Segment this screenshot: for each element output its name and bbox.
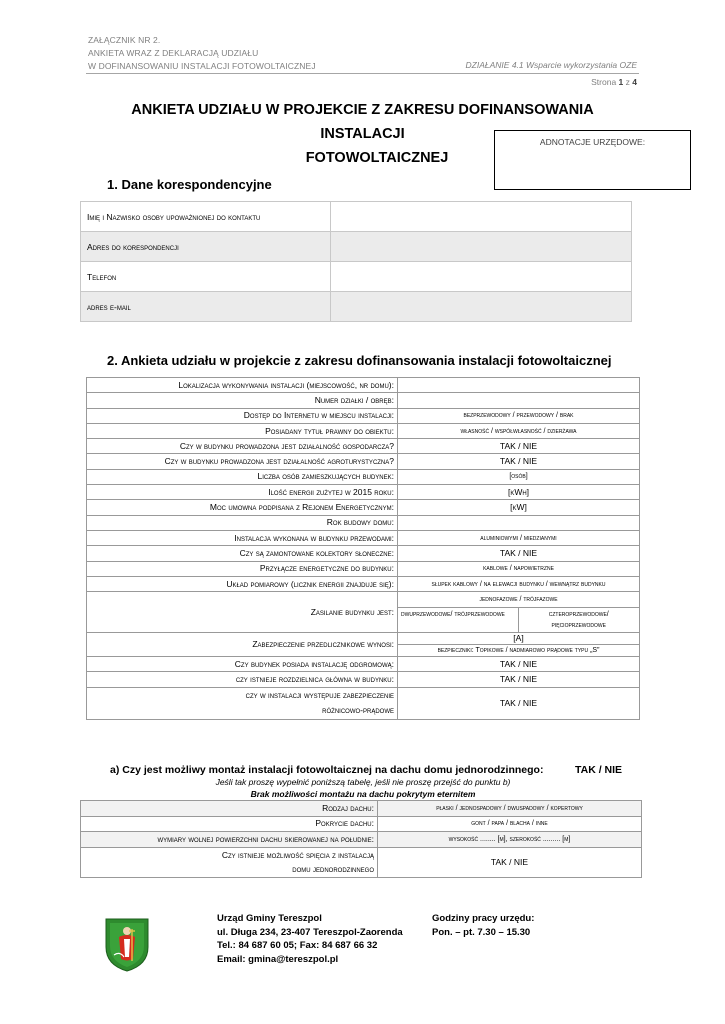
question-roof-type: Rodzaj dachu: bbox=[81, 801, 378, 817]
page-prefix: Strona bbox=[591, 77, 619, 87]
answer-switchboard[interactable]: TAK / NIE bbox=[398, 672, 640, 687]
office-email[interactable]: Email: gmina@tereszpol.pl bbox=[217, 953, 339, 965]
header-survey-title: ANKIETA WRAZ Z DEKLARACJĄ UDZIAŁU bbox=[88, 48, 259, 58]
title-line-1: ANKIETA UDZIAŁU W PROJEKCIE Z ZAKRESU DOFINANSOWANIA INSTALACJI bbox=[131, 102, 594, 142]
title-line-2: FOTOWOLTAICZNEJ bbox=[305, 150, 449, 166]
table-row bbox=[87, 515, 640, 530]
question-internet: Dostęp do Internetu w miejscu instalacji: bbox=[87, 408, 398, 423]
address-field[interactable] bbox=[331, 232, 632, 262]
supply-phase-options: jednofazowe / trójfazowe bbox=[479, 596, 558, 604]
page-number bbox=[591, 77, 637, 87]
table-row bbox=[87, 546, 640, 561]
answer-plot[interactable] bbox=[398, 393, 640, 408]
page-current: 1 bbox=[618, 77, 624, 87]
office-name: Urząd Gminy Tereszpol bbox=[217, 913, 322, 924]
answer-location[interactable] bbox=[398, 378, 640, 393]
table-row bbox=[87, 469, 640, 484]
answer-build-year[interactable] bbox=[398, 515, 640, 530]
roof-eternit-note: Brak możliwości montażu na dachu pokrytym eternitem bbox=[250, 789, 476, 799]
question-lightning: Czy budynek posiada instalację odgromową: bbox=[87, 657, 398, 672]
table-row bbox=[87, 576, 640, 591]
table-row bbox=[87, 672, 640, 687]
table-row bbox=[87, 530, 640, 545]
table-row bbox=[81, 801, 642, 817]
office-contact bbox=[217, 912, 403, 966]
page-sep: z bbox=[623, 77, 633, 87]
answer-meter[interactable]: słupek kablowy / na elewacji budynku / wewnątrz budynku bbox=[398, 576, 640, 591]
answer-business[interactable]: TAK / NIE bbox=[398, 439, 640, 454]
table-row bbox=[87, 485, 640, 500]
question-wiring: Instalacja wykonana w budynku przewodami: bbox=[87, 530, 398, 545]
question-connection-house bbox=[81, 847, 378, 877]
table-row bbox=[87, 408, 640, 423]
table-row bbox=[87, 393, 640, 408]
email-label: adres e-mail bbox=[81, 292, 331, 322]
office-hours-title: Godziny pracy urzędu: bbox=[432, 913, 535, 924]
question-location: Lokalizacja wykonywania instalacji (miejscowość, nr domu): bbox=[87, 378, 398, 393]
roof-instruction: Jeśli tak proszę wypełnić poniższą tabelę, jeśli nie proszę przejść do punktu b) bbox=[215, 777, 511, 787]
header-survey-subtitle: W DOFINANSOWANIU INSTALACJI FOTOWOLTAICZNEJ bbox=[88, 61, 316, 71]
answer-internet[interactable]: bezprzewodowy / przewodowy / brak bbox=[398, 408, 640, 423]
question-residents: Liczba osób zamieszkujących budynek: bbox=[87, 469, 398, 484]
question-switchboard: czy istnieje rozdzielnica główna w budynku: bbox=[87, 672, 398, 687]
address-label: Adres do korespondencji bbox=[81, 232, 331, 262]
table-row bbox=[87, 500, 640, 515]
office-address: ul. Długa 234, 23-407 Tereszpol-Zaorenda bbox=[217, 926, 403, 938]
question-connection-line-2: domu jednorodzinnego bbox=[292, 864, 374, 874]
answer-contract-power[interactable]: [kW] bbox=[398, 500, 640, 515]
table-row bbox=[87, 378, 640, 393]
answer-agrotourism[interactable]: TAK / NIE bbox=[398, 454, 640, 469]
document-header-left bbox=[88, 34, 316, 73]
answer-legal-title[interactable]: własność / współwłasność / dzierżawa bbox=[398, 423, 640, 438]
office-hours-value: Pon. – pt. 7.30 – 15.30 bbox=[432, 926, 531, 938]
answer-energy-usage[interactable]: [kWh] bbox=[398, 485, 640, 500]
answer-roof-dimensions[interactable]: wysokość ........ [m], szerokość ......... [m] bbox=[378, 832, 642, 848]
answer-connection[interactable]: kablowe / napowietrzne bbox=[398, 561, 640, 576]
question-business: Czy w budynku prowadzona jest działalność gospodarcza? bbox=[87, 439, 398, 454]
answer-roof-cover[interactable]: gont / papa / blacha / inne bbox=[378, 816, 642, 832]
question-roof-dimensions: wymiary wolnej powierzchni dachu skierowanej na południe: bbox=[81, 832, 378, 848]
phone-label: Telefon bbox=[81, 262, 331, 292]
answer-solar-collectors[interactable]: TAK / NIE bbox=[398, 546, 640, 561]
header-attachment-no: ZAŁĄCZNIK NR 2. bbox=[88, 35, 161, 45]
question-meter: Układ pomiarowy (licznik energii znajduje się): bbox=[87, 576, 398, 591]
table-row bbox=[81, 832, 642, 848]
table-row bbox=[81, 232, 632, 262]
header-action-name: DZIAŁANIE 4.1 Wsparcie wykorzystania OZE bbox=[465, 60, 637, 70]
roof-question-options[interactable]: TAK / NIE bbox=[575, 764, 623, 776]
question-rcd-line-2: różnicowo-prądowe bbox=[322, 705, 394, 716]
answer-roof-type[interactable]: płaski / jednospadowy / dwuspadowy / kopertowy bbox=[378, 801, 642, 817]
table-row bbox=[81, 847, 642, 877]
table-row bbox=[81, 262, 632, 292]
table-row bbox=[81, 202, 632, 232]
question-agrotourism: Czy w budynku prowadzona jest działalność agroturystyczna? bbox=[87, 454, 398, 469]
answer-protection-amps[interactable]: [A] bbox=[398, 633, 640, 645]
answer-supply-wires[interactable] bbox=[398, 608, 640, 633]
header-divider bbox=[86, 73, 639, 74]
table-row bbox=[87, 439, 640, 454]
table-row bbox=[87, 657, 640, 672]
question-rcd bbox=[87, 687, 398, 719]
question-solar-collectors: Czy są zamontowane kolektory słoneczne: bbox=[87, 546, 398, 561]
question-connection: Przyłącze energetyczne do budynku: bbox=[87, 561, 398, 576]
question-plot: Numer działki / obręb: bbox=[87, 393, 398, 408]
supply-wires-left[interactable]: dwuprzewodowe/ trójprzewodowe bbox=[398, 608, 519, 632]
phone-field[interactable] bbox=[331, 262, 632, 292]
answer-connection-house[interactable]: TAK / NIE bbox=[378, 847, 642, 877]
contact-data-table bbox=[80, 201, 632, 322]
answer-rcd[interactable]: TAK / NIE bbox=[398, 687, 640, 719]
table-row bbox=[81, 292, 632, 322]
answer-wiring[interactable]: aluminiowymi / miedzianymi bbox=[398, 530, 640, 545]
survey-table bbox=[86, 377, 640, 720]
question-rcd-line-1: czy w instalacji występuje zabezpieczenie bbox=[245, 690, 394, 701]
office-hours bbox=[432, 912, 534, 939]
email-field[interactable] bbox=[331, 292, 632, 322]
section-2-heading: 2. Ankieta udziału w projekcie z zakresu dofinansowania instalacji fotowoltaicznej bbox=[107, 353, 612, 368]
tereszpol-coat-of-arms-icon bbox=[102, 915, 152, 973]
roof-question-label: a) Czy jest możliwy montaż instalacji fotowoltaicznej na dachu domu jednorodzinnego: bbox=[110, 764, 544, 776]
official-annotations-label: ADNOTACJE URZĘDOWE: bbox=[539, 137, 646, 147]
official-annotations-box[interactable] bbox=[494, 130, 691, 190]
office-phone: Tel.: 84 687 60 05; Fax: 84 687 66 32 bbox=[217, 940, 378, 951]
question-legal-title: Posiadany tytuł prawny do obiektu: bbox=[87, 423, 398, 438]
section-1-heading: 1. Dane korespondencyjne bbox=[107, 177, 272, 192]
table-row bbox=[87, 423, 640, 438]
roof-table bbox=[80, 800, 642, 878]
question-connection-line-1: Czy istnieje możliwość spięcia z instalacją bbox=[221, 850, 374, 860]
question-supply: Zasilanie budynku jest: bbox=[87, 592, 398, 633]
question-roof-cover: Pokrycie dachu: bbox=[81, 816, 378, 832]
table-row bbox=[87, 454, 640, 469]
roof-question bbox=[110, 764, 623, 776]
question-contract-power: Moc umowna podpisana z Rejonem Energetycznym: bbox=[87, 500, 398, 515]
answer-lightning[interactable]: TAK / NIE bbox=[398, 657, 640, 672]
table-row bbox=[87, 592, 640, 608]
answer-protection-type[interactable]: bezpieczniki: Topikowe / nadmiarowo prądowe typu „S” bbox=[398, 645, 640, 657]
table-row bbox=[87, 633, 640, 645]
question-protection: Zabezpieczenie przedlicznikowe wynosi: bbox=[87, 633, 398, 657]
supply-wires-right[interactable]: czteroprzewodowe/ pięcioprzewodowe bbox=[548, 611, 609, 630]
answer-residents[interactable]: [osób] bbox=[398, 469, 640, 484]
table-row bbox=[87, 561, 640, 576]
contact-name-field[interactable] bbox=[331, 202, 632, 232]
question-build-year: Rok budowy domu: bbox=[87, 515, 398, 530]
contact-name-label: Imię i Nazwisko osoby upoważnionej do kontaktu bbox=[81, 202, 331, 232]
table-row bbox=[87, 687, 640, 719]
answer-supply-phase[interactable] bbox=[398, 592, 640, 608]
table-row bbox=[81, 816, 642, 832]
page-total: 4 bbox=[632, 77, 637, 87]
question-energy-usage: Ilość energii zużytej w 2015 roku: bbox=[87, 485, 398, 500]
